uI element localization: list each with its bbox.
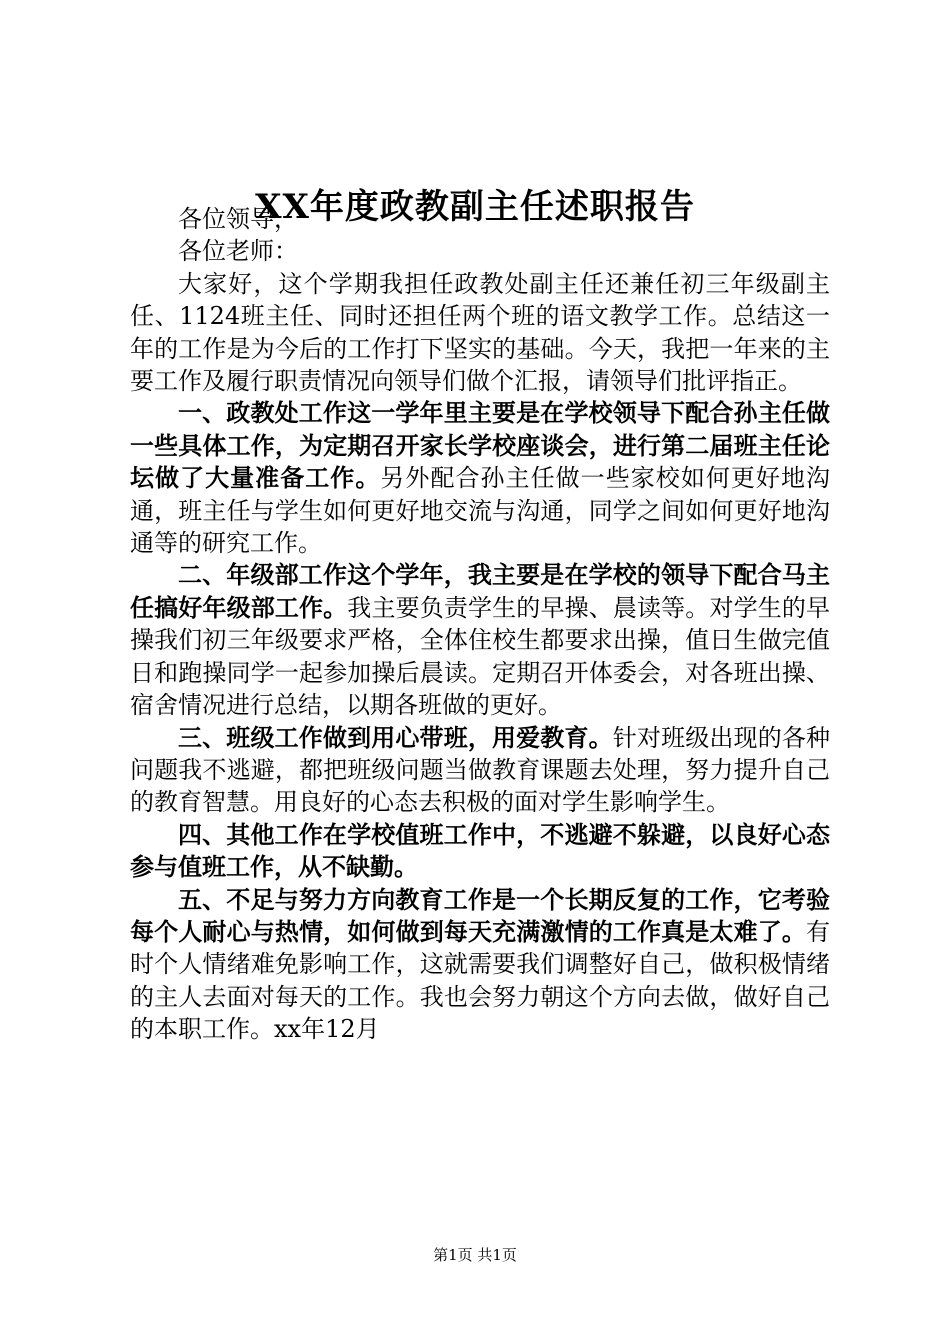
section-heading-3: 三、班级工作做到用心带班，用爱教育。: [178, 723, 613, 752]
salutation-leaders: 各位领导，: [178, 205, 298, 233]
section-body-2: 我主要负责学生的早操、晨读等。对学生的早操我们初三年级要求严格，全体住校生都要求出操，值日生做完值日和跑操同学一起参加操后晨读。定期召开体委会，对各班出操、宿舍情况进行总结，以期各班做的更好。: [130, 593, 831, 720]
page-number-footer: 第1页 共1页: [433, 1246, 517, 1264]
section-heading-2: 二、年级部工作这个学年，我主要是在学校的领导下配合马主任搞好年级部工作。: [130, 561, 830, 622]
document-title: XX年度政教副主任述职报告: [255, 187, 695, 227]
section-heading-4: 四、其他工作在学校值班工作中，不逃避不躲避，以良好心态参与值班工作，从不缺勤。: [130, 820, 830, 882]
section-paragraph-2: [130, 559, 830, 721]
intro-paragraph: 大家好，这个学期我担任政教处副主任还兼任初三年级副主任、1124班主任、同时还担任两个班的语文教学工作。总结这一年的工作是为今后的工作打下坚实的基础。今天，我把一年来的主要工作及履行职责情况向领导们做个汇报，请领导们批评指正。: [130, 269, 830, 396]
salutation-teachers: 各位老师：: [178, 237, 298, 266]
section-body-1: 另外配合孙主任做一些家校如何更好地沟通，班主任与学生如何更好地交流与沟通，同学之间如何更好地沟通等的研究工作。: [130, 464, 831, 558]
section-paragraph-5: [130, 884, 830, 1046]
section-paragraph-1: [130, 397, 830, 559]
section-body-5: 有时个人情绪难免影响工作，这就需要我们调整好自己，做积极情绪的主人去面对每天的工作。我也会努力朝这个方向去做，做好自己的本职工作。xx年12月: [130, 917, 830, 1044]
section-paragraph-4: [130, 819, 830, 884]
document-body: [130, 203, 830, 1046]
section-heading-5: 五、不足与努力方向教育工作是一个长期反复的工作，它考验每个人耐心与热情，如何做到每天充满激情的工作真是太难了。: [130, 885, 830, 946]
section-body-3: 针对班级出现的各种问题我不逃避，都把班级问题当做教育课题去处理，努力提升自己的教育智慧。用良好的心态去积极的面对学生影响学生。: [130, 723, 831, 817]
section-heading-1: 一、政教处工作这一学年里主要是在学校领导下配合孙主任做一些具体工作，为定期召开家长学校座谈会，进行第二届班主任论坛做了大量准备工作。: [130, 399, 830, 493]
section-paragraph-3: [130, 722, 830, 819]
